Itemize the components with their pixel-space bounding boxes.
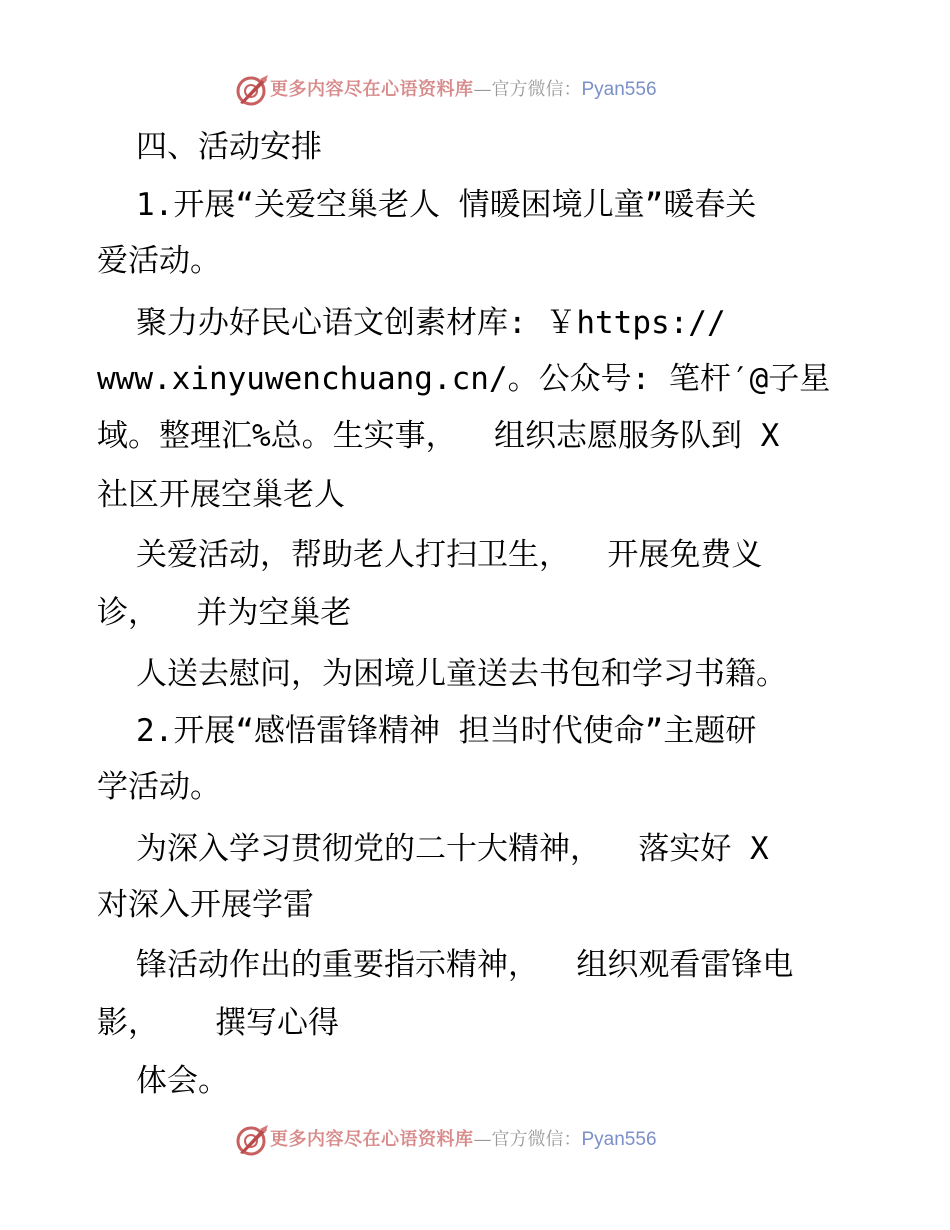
paragraph-line: 2.开展“感悟雷锋精神 担当时代使命”主题研 bbox=[136, 713, 757, 749]
paragraph-line: 对深入开展学雷 bbox=[97, 887, 314, 923]
paragraph-line: 影， 撰写心得 bbox=[97, 1005, 339, 1041]
header-watermark-banner bbox=[0, 70, 950, 110]
paragraph-line: 聚力办好民心语文创素材库: ￥https:// bbox=[136, 305, 726, 341]
paragraph-line: 1.开展“关爱空巢老人 情暖困境儿童”暖春关 bbox=[136, 187, 757, 223]
paragraph-line: 人送去慰问，为困境儿童送去书包和学习书籍。 bbox=[136, 656, 787, 692]
paragraph-line: www.xinyuwenchuang.cn/。公众号: 笔杆′@子星 bbox=[97, 361, 831, 397]
header-wechat-label: 官方微信： bbox=[491, 79, 582, 100]
footer-watermark-text bbox=[270, 1127, 657, 1153]
paragraph-line: 域。整理汇%总。生实事， 组织志愿服务队到 X bbox=[97, 418, 780, 454]
paragraph-line: 锋活动作出的重要指示精神， 组织观看雷锋电 bbox=[136, 947, 794, 983]
header-wechat-id: Pyan556 bbox=[581, 79, 657, 100]
header-brand-text: 更多内容尽在心语资料库 bbox=[270, 79, 474, 100]
section-heading: 四、活动安排 bbox=[136, 129, 322, 165]
quill-pen-logo-icon bbox=[234, 1123, 270, 1157]
header-separator: — bbox=[473, 79, 492, 100]
paragraph-line: 学活动。 bbox=[97, 769, 221, 805]
paragraph-line: 爱活动。 bbox=[97, 243, 221, 279]
footer-watermark-banner bbox=[0, 1120, 950, 1160]
footer-separator: — bbox=[473, 1129, 492, 1150]
paragraph-line: 体会。 bbox=[136, 1063, 229, 1099]
paragraph-line: 诊， 并为空巢老 bbox=[97, 595, 352, 631]
quill-pen-logo-icon bbox=[234, 73, 270, 107]
footer-brand-text: 更多内容尽在心语资料库 bbox=[270, 1129, 474, 1150]
paragraph-line: 社区开展空巢老人 bbox=[97, 477, 345, 513]
paragraph-line: 关爱活动，帮助老人打扫卫生， 开展免费义 bbox=[136, 537, 763, 573]
header-watermark-text bbox=[270, 77, 657, 103]
paragraph-line: 为深入学习贯彻党的二十大精神， 落实好 X bbox=[136, 831, 769, 867]
footer-wechat-label: 官方微信： bbox=[491, 1129, 582, 1150]
footer-wechat-id: Pyan556 bbox=[581, 1129, 657, 1150]
